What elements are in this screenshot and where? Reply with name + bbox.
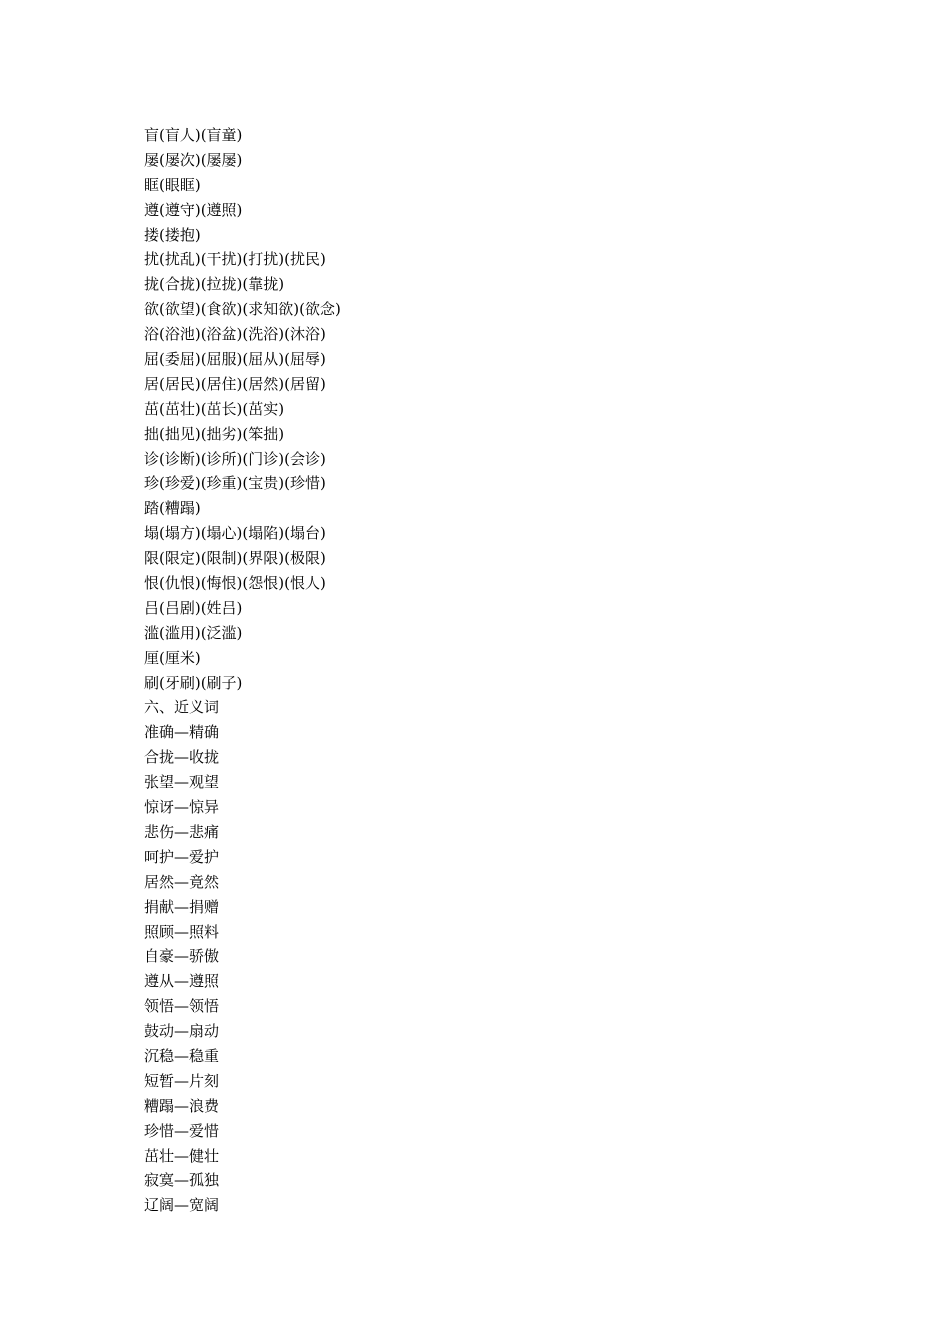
synonym-pair: 合拢—收拢: [144, 748, 220, 767]
text-line: 恨(仇恨)(悔恨)(怨恨)(恨人): [144, 574, 326, 593]
text-line: 拢(合拢)(拉拢)(靠拢): [144, 275, 285, 294]
text-line: 居(居民)(居住)(居然)(居留): [144, 374, 326, 393]
synonym-pair: 呵护—爱护: [144, 847, 220, 866]
text-line: 盲(盲人)(盲童): [144, 126, 243, 144]
text-line: 塌(塌方)(塌心)(塌陷)(塌台): [144, 524, 326, 543]
synonym-pair: 茁壮—健壮: [144, 1146, 220, 1165]
synonym-pair: 自豪—骄傲: [144, 947, 220, 966]
text-line: 眶(眼眶): [144, 175, 201, 194]
text-line: 吕(吕剧)(姓吕): [144, 598, 243, 617]
text-line: 屡(屡次)(屡屡): [144, 150, 243, 169]
text-line: 浴(浴池)(浴盆)(洗浴)(沐浴): [144, 325, 326, 344]
synonym-pair: 张望—观望: [144, 773, 220, 792]
synonym-pair: 珍惜—爱惜: [144, 1121, 220, 1140]
synonym-pair: 寂寞—孤独: [144, 1171, 220, 1190]
text-line: 遵(遵守)(遵照): [144, 200, 243, 219]
text-line: 欲(欲望)(食欲)(求知欲)(欲念): [144, 300, 341, 319]
text-line: 刷(牙刷)(刷子): [144, 673, 243, 692]
synonym-pair: 辽阔—宽阔: [144, 1196, 220, 1215]
synonym-pair: 惊讶—惊异: [144, 798, 220, 817]
synonym-pair: 悲伤—悲痛: [144, 822, 220, 841]
text-line: 茁(茁壮)(茁长)(茁实): [144, 399, 285, 418]
text-line: 踏(糟蹋): [144, 499, 201, 518]
text-line: 搂(搂抱): [144, 225, 201, 244]
synonym-pair: 遵从—遵照: [144, 972, 220, 991]
text-line: 厘(厘米): [144, 648, 201, 667]
synonym-pair: 糟蹋—浪费: [144, 1096, 220, 1115]
synonym-pair: 沉稳—稳重: [144, 1046, 220, 1065]
text-line: 诊(诊断)(诊所)(门诊)(会诊): [144, 449, 326, 468]
document-body: [144, 123, 844, 1218]
synonym-pair: 捐献—捐赠: [144, 897, 220, 916]
synonym-pair: 领悟—领悟: [144, 997, 220, 1016]
section-heading: 六、近义词: [144, 698, 220, 717]
text-line: 扰(扰乱)(干扰)(打扰)(扰民): [144, 250, 326, 269]
synonym-pair: 短暂—片刻: [144, 1071, 220, 1090]
synonym-pair: 准确—精确: [144, 723, 220, 742]
text-line: 珍(珍爱)(珍重)(宝贵)(珍惜): [144, 474, 326, 493]
text-line: 限(限定)(限制)(界限)(极限): [144, 549, 326, 568]
text-line: 拙(拙见)(拙劣)(笨拙): [144, 424, 285, 443]
text-line: 屈(委屈)(屈服)(屈从)(屈辱): [144, 350, 326, 369]
text-line: 滥(滥用)(泛滥): [144, 623, 243, 642]
synonym-pair: 居然—竟然: [144, 872, 220, 891]
synonym-pair: 鼓动—扇动: [144, 1022, 220, 1041]
synonym-pair: 照顾—照料: [144, 922, 220, 941]
